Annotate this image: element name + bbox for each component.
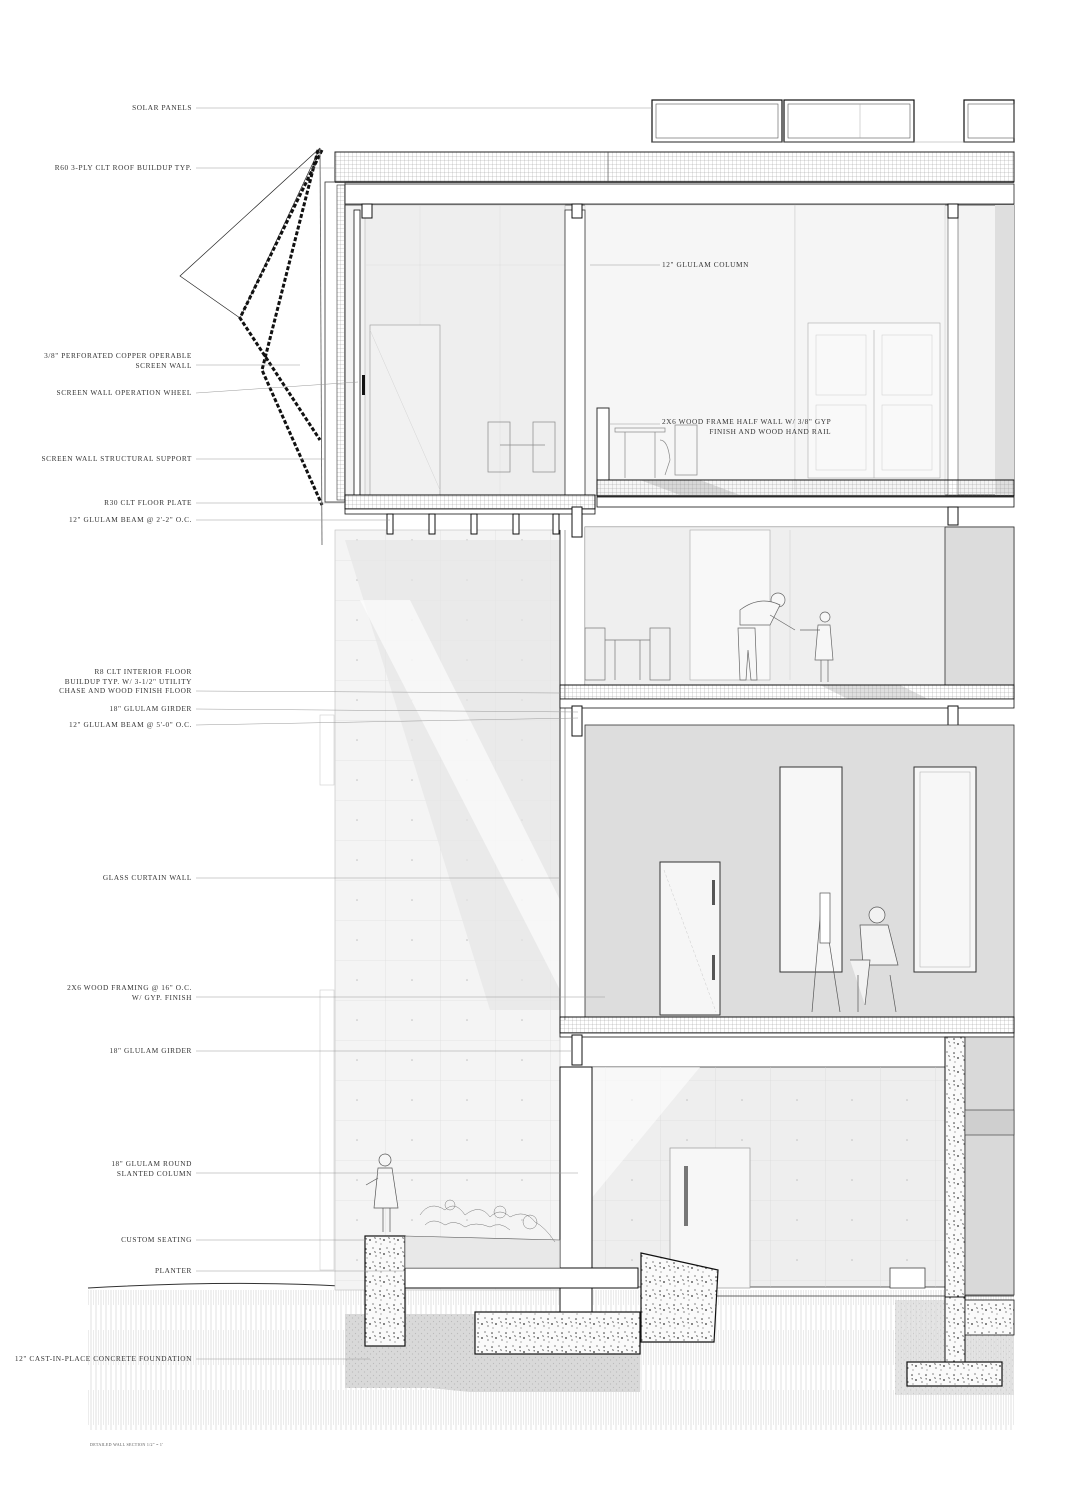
footer-note: DETAILED WALL SECTION 1/2" = 1' xyxy=(90,1442,164,1447)
label-glulam-girder-upper: 18" GLULAM GIRDER xyxy=(109,704,192,713)
label-foundation: 12" CAST-IN-PLACE CONCRETE FOUNDATION xyxy=(14,1354,192,1363)
label-custom-seating: CUSTOM SEATING xyxy=(121,1235,192,1244)
label-glulam-column: 12" GLULAM COLUMN xyxy=(662,260,749,269)
label-curtain-wall: GLASS CURTAIN WALL xyxy=(102,873,192,882)
level-top xyxy=(345,205,1014,495)
label-planter: PLANTER xyxy=(154,1266,192,1275)
copper-screen-wall xyxy=(180,148,365,545)
curtain-wall-exterior xyxy=(320,530,565,1290)
solar-panels xyxy=(652,100,1014,142)
label-floor-plate: R30 CLT FLOOR PLATE xyxy=(104,498,192,507)
label-interior-floor: R8 CLT INTERIOR FLOOR BUILDUP TYP. W/ 3-1/2" UTILITY CHASE AND WOOD FINISH FLOOR xyxy=(59,667,192,695)
level-3 xyxy=(585,527,1014,700)
label-half-wall: 2X6 WOOD FRAME HALF WALL W/ 3/8" GYP FINISH AND WOOD HAND RAIL xyxy=(662,417,832,436)
label-round-column: 18" GLULAM ROUND SLANTED COLUMN xyxy=(111,1159,192,1178)
label-roof-buildup: R60 3-PLY CLT ROOF BUILDUP TYP. xyxy=(54,163,192,172)
label-glulam-beam-2-2: 12" GLULAM BEAM @ 2'-2" O.C. xyxy=(68,515,192,524)
label-wood-framing: 2X6 WOOD FRAMING @ 16" O.C. W/ GYP. FINISH xyxy=(67,983,192,1002)
label-operation-wheel: SCREEN WALL OPERATION WHEEL xyxy=(56,388,192,397)
ground xyxy=(88,1283,1014,1430)
label-structural-support: SCREEN WALL STRUCTURAL SUPPORT xyxy=(41,454,192,463)
label-solar-panels: SOLAR PANELS xyxy=(132,103,192,112)
label-glulam-girder-lower: 18" GLULAM GIRDER xyxy=(109,1046,192,1055)
label-glulam-beam-5-0: 12" GLULAM BEAM @ 5'-0" O.C. xyxy=(68,720,192,729)
level-2 xyxy=(585,725,1014,1017)
label-copper-screen: 3/8" PERFORATED COPPER OPERABLE SCREEN WALL xyxy=(44,351,192,370)
